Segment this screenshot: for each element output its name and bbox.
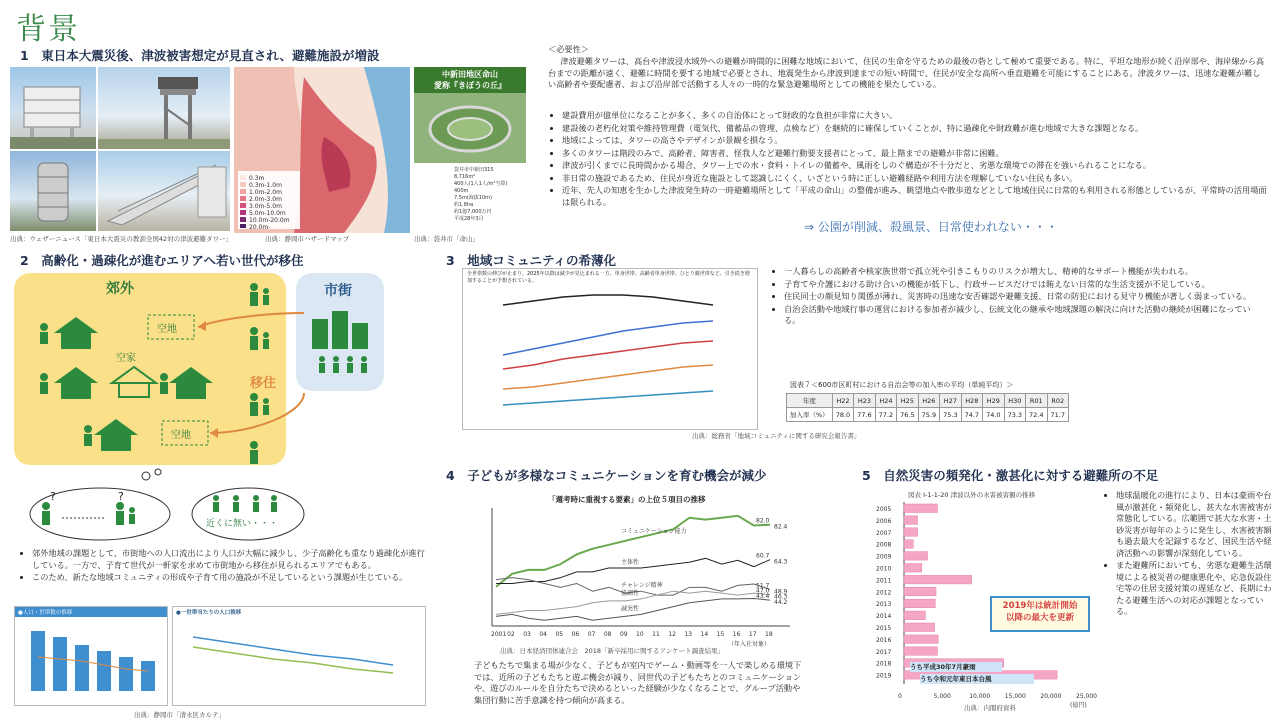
inochiyama-info-0: 袋井市中新田315 bbox=[454, 167, 494, 173]
table-head-6: H27 bbox=[940, 394, 961, 408]
need-bullet-6: • 近年、先人の知恵を生かした津波発生時の一時避難場所として「平成の命山」の整備が進み、眺望地点や散歩道などとして地域住民に日常的も利用される形態としているが、平常時の活用場面は限られる。 bbox=[562, 185, 1270, 208]
tsunami-tower-photo-3 bbox=[10, 151, 96, 231]
series-label-1: 主体性 bbox=[621, 559, 640, 566]
year-tick-13: 14 bbox=[700, 631, 709, 638]
year-tick-11: 12 bbox=[668, 631, 676, 638]
series-label-2: チャレンジ精神 bbox=[621, 582, 663, 590]
bar-year-10: 2015 bbox=[876, 625, 892, 632]
x-tick-2: 10,000 bbox=[969, 693, 991, 700]
inochiyama-info bbox=[454, 167, 524, 223]
year-tick-4: 05 bbox=[555, 631, 564, 638]
table-head-8: H29 bbox=[983, 394, 1004, 408]
year-tick-0: 2001 bbox=[491, 631, 507, 638]
need-bullet-3: • 多くのタワーは階段のみで、高齢者、障害者、怪我人など避難行動要支援者にとって、最上階までの避難が非常に困難。 bbox=[562, 148, 1270, 160]
vacant-house: 空家 bbox=[116, 353, 136, 364]
bar-year-13: 2018 bbox=[876, 660, 892, 668]
table-cell-9: 73.3 bbox=[1004, 408, 1025, 422]
selection-chart-title: 「週考時に重視する要素」の上位５項目の推移 bbox=[548, 495, 706, 504]
hazard-legend-3: 2.0m-3.0m bbox=[249, 196, 282, 203]
series-label-3: 協調性 bbox=[621, 589, 640, 597]
household-trend-note: 全世帯数の伸びが止まり、2025年以降は減少が見込まれる一方、単身世帯、高齢者単身世帯、ひとり親世帯など、引き続き増加することが予想されている。 bbox=[467, 271, 750, 284]
question-mark-2: ? bbox=[118, 490, 124, 503]
inochiyama-info-1: 8,716m² bbox=[454, 174, 476, 180]
section2-bullet-1: • このため、新たな地域コミュニティの形成や子育て用の施設が不足しているという課題が生じている。 bbox=[32, 572, 428, 584]
bar-2006 bbox=[904, 516, 918, 525]
table-head-10: R01 bbox=[1026, 394, 1047, 408]
section4-paragraph: 子どもたちで集まる場が少なく、子どもが室内でゲーム・動画等を一人で楽しめる環境下では、近所の子どもたちと遊ぶ機会が減り、同世代の子どもたちとのコミュニケーションや、遊びのルールを自分たちで決めるといった経験が少なくなることで、グループ活動や集団行動に苦手意識を持つ傾向が高まる。 bbox=[474, 660, 802, 705]
table-head-2: H23 bbox=[854, 394, 875, 408]
need-bullet-0: • 建設費用が億単位になることが多く、多くの自治体にとって財政的な負担が非常に大きい。 bbox=[562, 110, 1270, 122]
thought-clouds bbox=[16, 468, 306, 544]
not-nearby-text: 近くに無い・・・ bbox=[206, 519, 279, 529]
table-cell-7: 74.7 bbox=[961, 408, 982, 422]
bar-year-3: 2008 bbox=[876, 541, 892, 549]
section4-source: 出典：日本経済団体連合会 2018「新卒採用に関するアンケート調査結果」 bbox=[500, 647, 725, 655]
page-title: 背景 bbox=[16, 12, 80, 47]
year-tick-3: 04 bbox=[539, 631, 547, 638]
table-cell-4: 76.5 bbox=[897, 408, 918, 422]
label-2018: うち平成30年7月豪雨 bbox=[910, 662, 1002, 672]
inochiyama-info-3: 400m bbox=[454, 188, 469, 194]
table-head-4: H25 bbox=[897, 394, 918, 408]
end-value-7: 46.3 bbox=[774, 593, 788, 601]
hazard-legend-7: 20.0m- bbox=[249, 224, 271, 231]
x-tick-4: 20,000 bbox=[1040, 693, 1062, 700]
bar-year-0: 2005 bbox=[876, 506, 892, 513]
suburb-label: 郊外 bbox=[106, 281, 134, 297]
population-chart-title: ●人口・世帯数の推移 bbox=[15, 607, 167, 617]
table-head-0: 年度 bbox=[787, 394, 833, 408]
x-tick-1: 5,000 bbox=[933, 693, 951, 700]
x-tick-5: 25,000 bbox=[1076, 693, 1097, 700]
need-bullet-5: • 非日常の施設であるため、住民が身近な施設として認識しにくく、いざという時に正しい避難経路や利用方法を理解していない住民も多い。 bbox=[562, 173, 1270, 185]
section3-bullet-3: • 自治会活動や地域行事の運営における参加者が減少し、伝統文化の継承や地域課題の解決に向けた活動の継続が困難になっている。 bbox=[784, 304, 1260, 327]
x-tick-0: 0 bbox=[898, 693, 902, 700]
section3-bullet-1: • 子育てや介護における助け合いの機能が低下し、行政サービスだけでは賄えない日常的な生活支援が不足している。 bbox=[784, 279, 1260, 291]
x-tick-3: 15,000 bbox=[1004, 693, 1026, 700]
year-tick-8: 09 bbox=[619, 631, 628, 638]
year-tick-9: 10 bbox=[636, 631, 644, 638]
table-cell-11: 71.7 bbox=[1047, 408, 1068, 422]
section1-source-1: 出典：ウェザーニュース「東日本大震災の教訓全国42対の津波避難タワー」 bbox=[10, 235, 233, 243]
bar-year-12: 2017 bbox=[876, 648, 892, 656]
x-axis-label: （年入社対象） bbox=[728, 641, 771, 648]
table-head-5: H26 bbox=[918, 394, 939, 408]
year-tick-16: 17 bbox=[748, 631, 757, 638]
section1-heading: 1 東日本大震災後、津波被害想定が見直され、避難施設が増設 bbox=[20, 48, 380, 63]
bar-2008 bbox=[904, 540, 913, 549]
year-tick-10: 11 bbox=[652, 631, 660, 638]
membership-table bbox=[786, 393, 1069, 422]
need-bullets bbox=[548, 110, 1270, 209]
year-tick-6: 07 bbox=[587, 631, 596, 638]
end-value-8: 43.4 bbox=[756, 593, 770, 601]
year-tick-5: 06 bbox=[571, 631, 580, 638]
household-size-chart bbox=[172, 606, 426, 706]
unit-label: (億円) bbox=[1070, 702, 1087, 708]
section2-heading: 2 高齢化・過疎化が進むエリアへ若い世代が移住 bbox=[20, 253, 304, 268]
section5-bullets bbox=[1102, 490, 1272, 619]
bar-2007 bbox=[904, 528, 918, 537]
table-head-3: H24 bbox=[875, 394, 896, 408]
table-cell-8: 74.0 bbox=[983, 408, 1004, 422]
hazard-legend-0: 0.3m bbox=[249, 175, 265, 182]
section5-bullet-0: • 地球温暖化の進行により、日本は豪雨や台風が激甚化・頻発化し、甚大な水害被害が常態化している。広範囲で甚大な水害・土砂災害が毎年のように発生し、水害被害額も過去最大を記録するなど、国民生活や経済活動への影響が深刻化している。 bbox=[1116, 490, 1272, 559]
need-bullet-2: • 地域によっては、タワーの高さやデザインが景観を損なう。 bbox=[562, 135, 1270, 147]
bar-2017 bbox=[904, 647, 937, 656]
tsunami-tower-photo-1 bbox=[10, 67, 96, 149]
year-tick-15: 16 bbox=[732, 631, 741, 638]
bar-year-11: 2016 bbox=[876, 636, 892, 644]
end-value-9: 44.2 bbox=[774, 599, 788, 607]
inochiyama-photo bbox=[414, 67, 526, 233]
record-callout: 2019年は統計開始 以降の最大を更新 bbox=[990, 596, 1090, 632]
section2-bullet-0: • 郊外地域の課題として、市街地への人口流出により人口が大幅に減少し、少子高齢化も重なり過疎化が進行している。一方で、子育て世代が一軒家を求めて市街地から移住が見られるエリアでもある。 bbox=[32, 548, 428, 571]
series-label-0: コミュニケーション能力 bbox=[621, 528, 687, 536]
bar-2005 bbox=[904, 504, 937, 513]
series-line-0 bbox=[496, 516, 770, 590]
membership-table-row bbox=[787, 408, 1069, 422]
hazard-map bbox=[234, 67, 410, 233]
membership-table-header bbox=[787, 394, 1069, 408]
bar-2012 bbox=[904, 587, 936, 596]
bar-year-7: 2012 bbox=[876, 589, 892, 597]
section2-bullets bbox=[18, 548, 428, 585]
bar-year-1: 2006 bbox=[876, 517, 892, 525]
section1-source-2: 出典：静岡市ハザードマップ bbox=[265, 235, 350, 243]
vacant-lot-1: 空地 bbox=[157, 324, 177, 335]
table-cell-1: 78.0 bbox=[832, 408, 853, 422]
end-value-4: 51.7 bbox=[756, 582, 770, 590]
bar-2016 bbox=[904, 635, 938, 644]
bar-2014 bbox=[904, 611, 925, 620]
table-head-1: H22 bbox=[832, 394, 853, 408]
bar-2011 bbox=[904, 575, 972, 584]
inochiyama-info-4: 7.5m(海抜10m) bbox=[454, 195, 492, 201]
table-cell-2: 77.6 bbox=[854, 408, 875, 422]
section5-bullet-1: • また避難所においても、劣悪な避難生活環境による被災者の健康悪化や、応急仮設住宅等の住居支援対策の遅延など、長期にわたる避難生活への対応が課題となっている。 bbox=[1116, 560, 1272, 618]
hazard-legend-1: 0.3m-1.0m bbox=[249, 182, 282, 189]
membership-table-title: 図表７＜600市区町村における自治会等の加入率の平均（単純平均）＞ bbox=[790, 381, 1014, 389]
bar-year-8: 2013 bbox=[876, 601, 892, 609]
section3-bullet-0: • 一人暮らしの高齢者や核家族世帯で孤立死や引きこもりのリスクが増大し、精神的なサポート機能が失われる。 bbox=[784, 266, 1260, 278]
bar-year-6: 2011 bbox=[876, 577, 892, 585]
bar-2015 bbox=[904, 623, 935, 632]
bar-2010 bbox=[904, 564, 922, 573]
bar-2013 bbox=[904, 599, 935, 608]
section3-bullets bbox=[770, 266, 1260, 328]
section4-heading: 4 子どもが多様なコミュニケーションを育む機会が減少 bbox=[446, 468, 767, 483]
need-bullet-1: • 建設後の老朽化対策や維持管理費（電気代、備蓄品の管理、点検など）を継続的に確保していくことが、特に過疎化や財政難が進む地域で大きな課題となる。 bbox=[562, 123, 1270, 135]
bar-year-9: 2014 bbox=[876, 613, 892, 621]
year-tick-17: 18 bbox=[765, 631, 773, 638]
year-tick-7: 08 bbox=[603, 631, 612, 638]
year-tick-12: 13 bbox=[684, 631, 693, 638]
flood-chart-title: 図表 I-1-1-20 津波以外の水害被害額の推移 bbox=[908, 491, 1036, 499]
table-head-9: H30 bbox=[1004, 394, 1025, 408]
table-cell-5: 75.9 bbox=[918, 408, 939, 422]
section3-source: 出典：総務省「地域コミュニティに関する研究会報告書」 bbox=[692, 432, 861, 440]
selection-chart bbox=[470, 504, 806, 654]
section3-bullet-2: • 住民同士の顔見知り関係が薄れ、災害時の迅速な安否確認や避難支援、日常の防犯における見守り機能が著しく弱まっている。 bbox=[784, 291, 1260, 303]
inochiyama-info-6: 約1億7,000万円 bbox=[454, 209, 492, 215]
inochiyama-info-5: 約1.8ha bbox=[454, 202, 474, 208]
migration-label: 移住 bbox=[250, 376, 277, 391]
table-head-7: H28 bbox=[961, 394, 982, 408]
section2-source: 出典：静岡市「清水区カルテ」 bbox=[134, 711, 225, 719]
bar-2009 bbox=[904, 552, 927, 561]
section1-source-3: 出典：袋井市「命山」 bbox=[414, 235, 479, 243]
question-mark-1: ? bbox=[50, 490, 56, 503]
bar-year-2: 2007 bbox=[876, 529, 892, 537]
end-value-3: 64.3 bbox=[774, 558, 788, 566]
need-conclusion: ⇒ 公園が削減、殺風景、日常使われない・・・ bbox=[804, 220, 1058, 234]
table-cell-10: 72.4 bbox=[1026, 408, 1047, 422]
section3-heading: 3 地域コミュニティの希薄化 bbox=[446, 253, 616, 268]
inochiyama-title: 中新田地区命山 愛称『きぼうの丘』 bbox=[414, 67, 526, 93]
label-2019: うち令和元年東日本台風 bbox=[920, 674, 1034, 684]
hazard-legend-6: 10.0m-20.0m bbox=[249, 217, 290, 224]
tsunami-tower-photo-2 bbox=[98, 67, 230, 149]
household-trend-chart bbox=[462, 268, 758, 430]
bar-year-14: 2019 bbox=[876, 672, 892, 680]
section5-source: 出典：内閣府資料 bbox=[964, 704, 1016, 712]
end-value-2: 60.7 bbox=[756, 552, 770, 560]
need-bullet-4: • 津波が引くまでに長時間かかる場合、タワー上での水・食料・トイレの備蓄や、風雨をしのぐ構造が不十分だと、劣悪な環境での滞在を強いられることになる。 bbox=[562, 160, 1270, 172]
end-value-5: 48.9 bbox=[774, 588, 788, 596]
end-value-6: 47.0 bbox=[756, 587, 770, 595]
bar-year-4: 2009 bbox=[876, 553, 892, 561]
section5-heading: 5 自然災害の頻発化・激甚化に対する避難所の不足 bbox=[862, 468, 1159, 483]
series-label-4: 誠実性 bbox=[621, 605, 640, 613]
table-cell-0: 加入率（%） bbox=[787, 408, 833, 422]
need-paragraph: 津波避難タワーは、高台や津波浸水域外への避難が時間的に困難な地域において、住民の生命を守るための最後の砦として極めて重要である。特に、平坦な地形が続く沿岸部や、海岸線から高台までの距離が遠く、避難に時間を要する地域で必要とされ、地震発生から津波到達までの短い時間で、住民が安全な高所へ垂直避難を可能にすることにある。津波タワーは、迅速な避難が難しい高齢者や要配慮者、および沿岸部で活動する人々の一時的な緊急避難場所としての機能を果たしている。 bbox=[548, 56, 1265, 89]
city-label: 市街 bbox=[324, 283, 352, 299]
hazard-legend-2: 1.0m-2.0m bbox=[249, 189, 282, 196]
year-tick-14: 15 bbox=[716, 631, 725, 638]
tsunami-tower-photo-4 bbox=[98, 151, 230, 231]
population-chart bbox=[14, 606, 168, 706]
year-tick-2: 03 bbox=[523, 631, 531, 638]
migration-diagram bbox=[14, 273, 394, 468]
hazard-legend-4: 3.0m-5.0m bbox=[249, 203, 282, 210]
vacant-lot-2: 空地 bbox=[171, 430, 191, 441]
inochiyama-info-7: 平成28年3月 bbox=[454, 216, 484, 222]
year-tick-1: 02 bbox=[507, 631, 515, 638]
end-value-1: 82.4 bbox=[774, 523, 788, 531]
inochiyama-info-2: 400人(1人1人/m²当算) bbox=[454, 181, 508, 187]
end-value-0: 82.0 bbox=[756, 517, 770, 525]
need-heading: ＜必要性＞ bbox=[548, 44, 589, 54]
household-size-chart-title: ●一世帯当たりの人口推移 bbox=[176, 610, 242, 616]
table-head-11: R02 bbox=[1047, 394, 1068, 408]
hazard-legend-5: 5.0m-10.0m bbox=[249, 210, 286, 217]
table-cell-6: 75.3 bbox=[940, 408, 961, 422]
bar-year-5: 2010 bbox=[876, 565, 892, 573]
table-cell-3: 77.2 bbox=[875, 408, 896, 422]
